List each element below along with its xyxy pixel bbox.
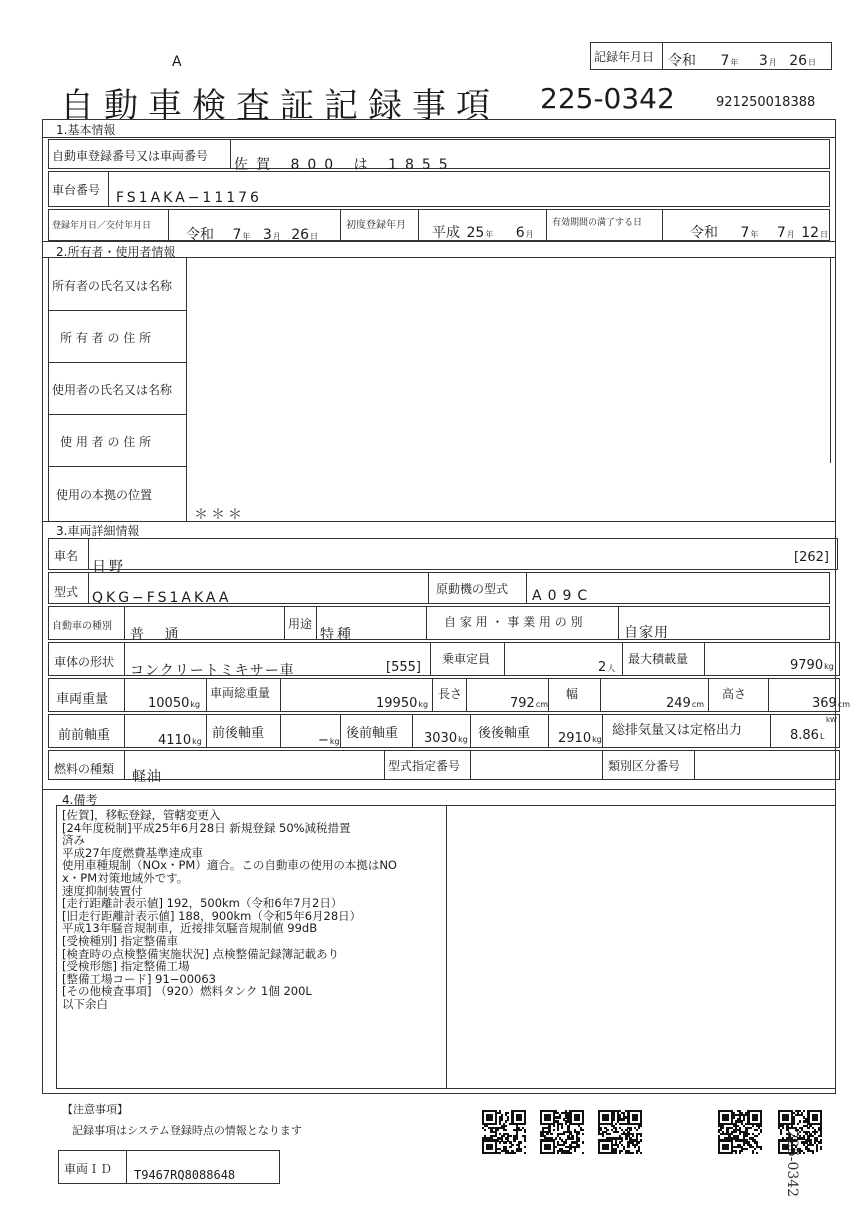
remark-line: 使用車種規制（NOx・PM）適合。この自動車の使用の本拠はNO — [62, 858, 397, 873]
section-vehicle-title: 3.車両詳細情報 — [56, 524, 140, 538]
qr-module — [606, 1148, 608, 1150]
qr-module — [513, 1152, 515, 1154]
margin-handwriting: 225-0342 — [784, 1130, 800, 1198]
qr-module — [499, 1152, 501, 1154]
qr-module — [509, 1146, 511, 1148]
qr-module — [615, 1123, 617, 1125]
qr-module — [578, 1133, 580, 1135]
gross-value: 19950kg — [376, 696, 429, 711]
reg-number-value: 佐賀 800 は 1855 — [234, 157, 456, 173]
qr-module — [731, 1152, 733, 1154]
qr-module — [640, 1139, 642, 1141]
document-code: 921250018388 — [716, 95, 816, 110]
class-label: 類別区分番号 — [608, 759, 681, 773]
private-label: 自 家 用 ・ 事 業 用 の 別 — [444, 615, 583, 629]
qr-module — [621, 1150, 623, 1152]
gross-label: 車両総重量 — [210, 686, 271, 700]
qr-module — [484, 1129, 486, 1131]
qr-module — [638, 1141, 640, 1143]
qr-module — [569, 1152, 571, 1154]
qr-module — [606, 1129, 608, 1131]
qr-module — [640, 1125, 642, 1127]
qr-module — [735, 1152, 737, 1154]
qr-module — [559, 1116, 561, 1118]
section-basic-title: 1.基本情報 — [56, 123, 116, 137]
qr-module — [582, 1141, 584, 1143]
fr-axle-label: 前後軸重 — [212, 726, 265, 741]
engine-value: A09C — [532, 588, 594, 604]
qr-module — [803, 1152, 805, 1154]
qr-module — [550, 1133, 552, 1135]
remark-line: [旧走行距離計表示値] 188，900km（令和5年6月28日） — [62, 908, 362, 923]
notes-title: 【注意事項】 — [62, 1103, 128, 1116]
private-value: 自家用 — [624, 625, 669, 641]
qr-module — [747, 1133, 749, 1135]
expiry-label: 有効期間の満了する日 — [552, 218, 643, 228]
fuel-value: 軽油 — [132, 769, 162, 785]
reg-number-label: 自動車登録番号又は車両番号 — [52, 149, 209, 163]
qr-module — [511, 1144, 513, 1146]
qr-code-4 — [718, 1110, 762, 1154]
first-reg-label: 初度登録年月 — [346, 220, 406, 231]
qr-module — [739, 1152, 741, 1154]
qr-code-3 — [598, 1110, 642, 1154]
qr-module — [634, 1146, 636, 1148]
qr-module — [505, 1141, 507, 1143]
qr-module — [741, 1150, 743, 1152]
qr-module — [524, 1131, 526, 1133]
remark-line: 以下余白 — [62, 996, 108, 1011]
qr-module — [632, 1152, 634, 1154]
qr-module — [565, 1141, 567, 1143]
remark-line: 済み — [62, 833, 85, 848]
qr-module — [524, 1146, 526, 1148]
qr-module — [553, 1125, 555, 1127]
qr-module — [793, 1123, 795, 1125]
section-remarks-title: 4.備考 — [62, 793, 98, 807]
vehicle-name-label: 車名 — [54, 549, 79, 563]
qr-module — [760, 1131, 762, 1133]
qr-module — [627, 1146, 629, 1148]
qr-module — [555, 1137, 557, 1139]
section-owner-title: 2.所有者・使用者情報 — [56, 245, 176, 259]
engine-label: 原動機の型式 — [436, 582, 509, 596]
qr-module — [578, 1139, 580, 1141]
qr-module — [812, 1144, 814, 1146]
qr-module — [548, 1118, 550, 1120]
rf-axle-label: 後前軸重 — [346, 726, 399, 741]
kind-label: 自動車の種別 — [52, 621, 112, 632]
qr-module — [636, 1152, 638, 1154]
remark-line: [走行距離計表示値] 192，500km（令和6年7月2日） — [62, 896, 343, 911]
qr-module — [636, 1129, 638, 1131]
qr-module — [501, 1118, 503, 1120]
capacity-label: 乗車定員 — [442, 652, 491, 666]
qr-module — [574, 1150, 576, 1152]
qr-module — [524, 1123, 526, 1125]
qr-module — [569, 1148, 571, 1150]
qr-module — [722, 1127, 724, 1129]
chassis-label: 車台番号 — [52, 183, 101, 197]
qr-module — [814, 1133, 816, 1135]
qr-module — [524, 1152, 526, 1154]
qr-module — [578, 1118, 580, 1120]
qr-module — [733, 1116, 735, 1118]
max-load-label: 最大積載量 — [628, 652, 689, 666]
notes-text: 記録事項はシステム登録時点の情報となります — [72, 1124, 302, 1137]
qr-module — [638, 1127, 640, 1129]
qr-module — [548, 1148, 550, 1150]
page-title: 自動車検査証記録事項 — [60, 86, 500, 126]
qr-module — [752, 1125, 754, 1127]
qr-module — [505, 1125, 507, 1127]
qr-module — [782, 1127, 784, 1129]
qr-module — [553, 1129, 555, 1131]
model-value: QKG−FS1AKAA — [92, 590, 232, 606]
remark-line: [整備工場コード] 91−00063 — [62, 971, 216, 986]
qr-module — [490, 1118, 492, 1120]
qr-code-2 — [540, 1110, 584, 1154]
qr-module — [745, 1135, 747, 1137]
record-date-value: 令和 7年 3月 26日 — [668, 53, 817, 69]
qr-module — [745, 1148, 747, 1150]
owner-address-label: 所 有 者 の 住 所 — [60, 331, 152, 345]
remark-line: 速度抑制装置付 — [62, 883, 143, 898]
qr-module — [743, 1118, 745, 1120]
qr-module — [760, 1125, 762, 1127]
weight-label: 車両重量 — [56, 692, 109, 707]
qr-module — [608, 1133, 610, 1135]
qr-module — [617, 1146, 619, 1148]
qr-module — [490, 1148, 492, 1150]
qr-module — [816, 1150, 818, 1152]
fr-axle-value: −kg — [318, 733, 340, 748]
rf-axle-value: 3030kg — [424, 731, 468, 746]
owner-name-label: 所有者の氏名又は名称 — [52, 279, 173, 293]
qr-module — [520, 1150, 522, 1152]
qr-module — [756, 1135, 758, 1137]
ff-axle-label: 前前軸重 — [58, 728, 111, 743]
qr-module — [520, 1118, 522, 1120]
qr-module — [516, 1137, 518, 1139]
qr-module — [820, 1148, 822, 1150]
qr-module — [553, 1152, 555, 1154]
qr-module — [756, 1118, 758, 1120]
qr-module — [561, 1127, 563, 1129]
qr-module — [578, 1146, 580, 1148]
qr-module — [797, 1123, 799, 1125]
qr-module — [613, 1118, 615, 1120]
qr-module — [524, 1139, 526, 1141]
length-label: 長さ — [438, 687, 463, 701]
use-value: 特種 — [320, 627, 354, 643]
rr-axle-value: 2910kg — [558, 731, 602, 746]
qr-module — [632, 1135, 634, 1137]
vehicle-id-label: 車両ＩＤ — [64, 1162, 113, 1176]
displacement-label: 総排気量又は定格出力 — [612, 723, 743, 738]
width-value: 249cm — [666, 696, 705, 711]
fuel-label: 燃料の種類 — [54, 762, 115, 776]
qr-module — [786, 1118, 788, 1120]
qr-module — [557, 1129, 559, 1131]
ff-axle-value: 4110kg — [158, 733, 202, 748]
qr-module — [760, 1148, 762, 1150]
qr-module — [582, 1123, 584, 1125]
qr-module — [555, 1146, 557, 1148]
vehicle-name-row — [48, 538, 838, 570]
qr-module — [743, 1144, 745, 1146]
qr-module — [636, 1118, 638, 1120]
height-label: 高さ — [722, 687, 747, 701]
weight-value: 10050kg — [148, 696, 201, 711]
qr-module — [619, 1152, 621, 1154]
user-name-label: 使用者の氏名又は名称 — [52, 383, 173, 397]
qr-module — [602, 1135, 604, 1137]
remark-line: [検査時の点検整備実施状況] 点検整備記録簿記載あり — [62, 946, 340, 961]
qr-module — [507, 1118, 509, 1120]
qr-module — [505, 1120, 507, 1122]
qr-module — [623, 1118, 625, 1120]
issue-date-value: 令和 7年 3月 26日 — [186, 227, 319, 243]
qr-module — [520, 1129, 522, 1131]
width-label: 幅 — [566, 687, 579, 701]
displacement-value: 8.86L — [790, 728, 825, 743]
body-value: コンクリートミキサー車 — [130, 663, 295, 679]
qr-module — [582, 1152, 584, 1154]
remark-line: 平成27年度燃費基準達成車 — [62, 845, 204, 860]
qr-module — [582, 1129, 584, 1131]
chassis-value: FS1AKA−11176 — [116, 190, 262, 206]
qr-module — [557, 1152, 559, 1154]
qr-module — [497, 1129, 499, 1131]
max-load-value: 9790kg — [790, 658, 834, 673]
remark-line: x・PM対策地域外です。 — [62, 870, 189, 885]
certificate-number: 225-0342 — [540, 82, 675, 115]
qr-module — [606, 1118, 608, 1120]
qr-module — [495, 1123, 497, 1125]
rr-axle-label: 後後軸重 — [478, 726, 531, 741]
qr-module — [507, 1112, 509, 1114]
qr-module — [520, 1141, 522, 1143]
qr-module — [812, 1152, 814, 1154]
qr-code-1 — [482, 1110, 526, 1154]
remark-line: [受検種別] 指定整備車 — [62, 933, 179, 948]
qr-module — [758, 1133, 760, 1135]
remark-line: [佐賀]，移転登録，管轄変更入 — [62, 808, 221, 822]
qr-module — [820, 1141, 822, 1143]
qr-module — [640, 1152, 642, 1154]
qr-module — [582, 1133, 584, 1135]
qr-module — [739, 1133, 741, 1135]
height-value: 369cm — [812, 696, 851, 711]
remark-line: [24年度税制]平成25年6月28日 新規登録 50%減税措置 — [62, 820, 351, 835]
qr-module — [640, 1135, 642, 1137]
length-value: 792cm — [510, 696, 549, 711]
qr-module — [756, 1129, 758, 1131]
body-code: [555] — [386, 660, 421, 675]
qr-module — [820, 1135, 822, 1137]
capacity-value: 2人 — [598, 660, 616, 675]
qr-module — [816, 1131, 818, 1133]
qr-module — [571, 1137, 573, 1139]
qr-module — [509, 1135, 511, 1137]
qr-module — [726, 1118, 728, 1120]
remarks-list — [62, 809, 397, 1011]
qr-module — [752, 1152, 754, 1154]
model-label: 型式 — [54, 585, 79, 599]
qr-module — [625, 1137, 627, 1139]
qr-module — [807, 1127, 809, 1129]
remark-line: [受検形態] 指定整備工場 — [62, 959, 190, 974]
vehicle-name-value: 日野 — [92, 559, 126, 575]
kw-unit: kW — [826, 716, 837, 724]
qr-module — [513, 1139, 515, 1141]
qr-module — [629, 1129, 631, 1131]
qr-module — [799, 1120, 801, 1122]
record-date-label: 記録年月日 — [594, 50, 655, 64]
qr-module — [816, 1118, 818, 1120]
first-reg-value: 平成 25年 6月 — [432, 225, 534, 241]
qr-module — [749, 1127, 751, 1129]
qr-module — [754, 1148, 756, 1150]
issue-date-label: 登録年月日／交付年月日 — [52, 221, 152, 231]
base-location-value: ＊＊＊ — [194, 507, 245, 523]
expiry-value: 令和 7年 7月 12日 — [690, 225, 829, 241]
use-label: 用途 — [288, 617, 313, 631]
qr-module — [499, 1141, 501, 1143]
qr-module — [546, 1133, 548, 1135]
qr-module — [780, 1133, 782, 1135]
qr-module — [726, 1148, 728, 1150]
qr-module — [563, 1133, 565, 1135]
body-label: 車体の形状 — [54, 655, 115, 669]
qr-module — [505, 1129, 507, 1131]
qr-module — [803, 1110, 805, 1112]
qr-module — [621, 1139, 623, 1141]
remark-line: [その他検査事項] （920）燃料タンク 1個 200L — [62, 984, 312, 999]
vehicle-id-value: T9467RQ8088648 — [134, 1168, 236, 1182]
vehicle-name-code: [262] — [794, 550, 829, 565]
user-address-label: 使 用 者 の 住 所 — [60, 435, 152, 449]
qr-module — [617, 1131, 619, 1133]
remark-line: 平成13年騒音規制車，近接排気騒音規制値 99dB — [62, 921, 318, 936]
qr-module — [735, 1131, 737, 1133]
type-designation-label: 型式指定番号 — [388, 759, 461, 773]
kind-value: 普 通 — [130, 627, 187, 643]
qr-module — [756, 1152, 758, 1154]
marker-letter: A — [172, 54, 182, 70]
qr-module — [615, 1152, 617, 1154]
base-location-label: 使用の本拠の位置 — [56, 488, 153, 502]
